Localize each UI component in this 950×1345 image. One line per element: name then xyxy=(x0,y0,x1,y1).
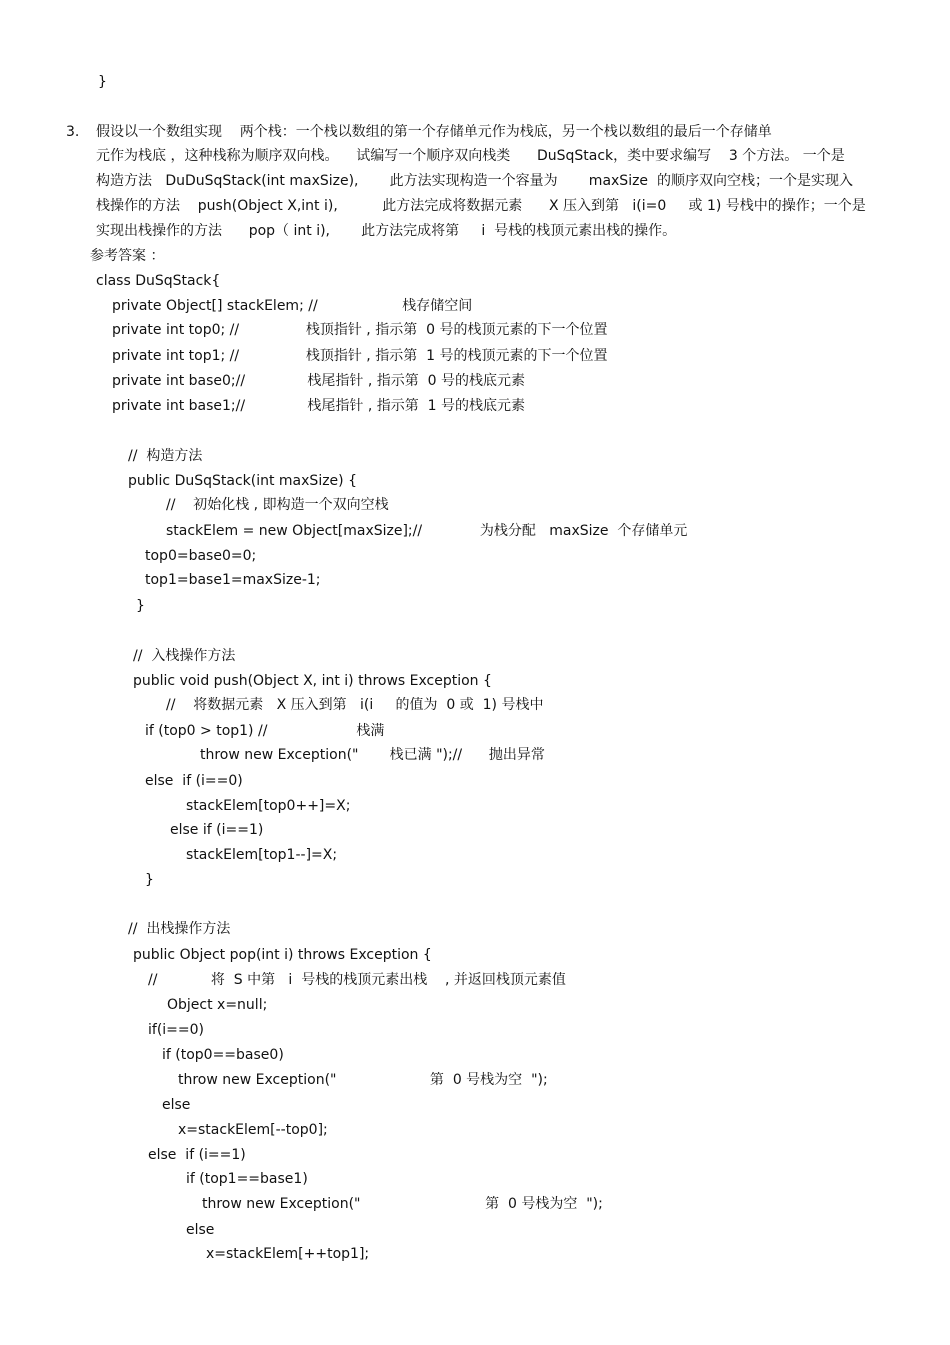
code-line: if(i==0) xyxy=(148,1022,204,1038)
code-line: private int top1; // 栈顶指针 , 指示第 1 号的栈顶元素的下一个位置 xyxy=(112,348,608,364)
code-line: top1=base1=maxSize-1; xyxy=(145,572,321,588)
code-line: throw new Exception(" 栈已满 ");// 抛出异常 xyxy=(200,747,545,763)
code-line: stackElem[top1--]=X; xyxy=(186,847,338,863)
code-comment: // 入栈操作方法 xyxy=(133,648,236,664)
question-line-4: 栈操作的方法 push(Object X,int i), 此方法完成将数据元素 X 压入到第 i(i=0 或 1) 号栈中的操作；一个是 xyxy=(96,198,866,214)
code-comment: // 构造方法 xyxy=(128,448,203,464)
code-line: if (top0==base0) xyxy=(162,1047,284,1063)
question-number: 3. xyxy=(66,124,80,140)
answer-heading: 参考答案 ： xyxy=(90,248,165,264)
code-line: x=stackElem[--top0]; xyxy=(178,1122,328,1138)
code-comment: // 出栈操作方法 xyxy=(128,921,231,937)
question-line-3: 构造方法 DuDuSqStack(int maxSize), 此方法实现构造一个容量为 maxSize 的顺序双向空栈；一个是实现入 xyxy=(96,173,853,189)
code-line: if (top0 > top1) // 栈满 xyxy=(145,723,385,739)
code-line: throw new Exception(" 第 0 号栈为空 "); xyxy=(202,1196,603,1212)
code-line: public DuSqStack(int maxSize) { xyxy=(128,473,357,489)
code-comment: // 初始化栈 , 即构造一个双向空栈 xyxy=(166,497,389,513)
code-comment: // 将 S 中第 i 号栈的栈顶元素出栈 , 并返回栈顶元素值 xyxy=(148,972,566,988)
code-line: public Object pop(int i) throws Exception { xyxy=(133,947,432,963)
code-line: Object x=null; xyxy=(167,997,268,1013)
code-line: else xyxy=(186,1222,215,1238)
code-line: stackElem = new Object[maxSize];// 为栈分配 maxSize 个存储单元 xyxy=(166,523,688,539)
code-line: top0=base0=0; xyxy=(145,548,257,564)
code-line: throw new Exception(" 第 0 号栈为空 "); xyxy=(178,1072,548,1088)
code-line: public void push(Object X, int i) throws Exception { xyxy=(133,673,492,689)
code-line: private int base0;// 栈尾指针 , 指示第 0 号的栈底元素 xyxy=(112,373,525,389)
code-line: else if (i==0) xyxy=(145,773,243,789)
code-line: else xyxy=(162,1097,191,1113)
code-line: if (top1==base1) xyxy=(186,1171,308,1187)
code-line: } xyxy=(145,872,154,888)
code-line: class DuSqStack{ xyxy=(96,273,221,289)
code-line: stackElem[top0++]=X; xyxy=(186,798,351,814)
code-line: private int top0; // 栈顶指针 , 指示第 0 号的栈顶元素的下一个位置 xyxy=(112,322,608,338)
code-line: private Object[] stackElem; // 栈存储空间 xyxy=(112,298,473,314)
code-comment: // 将数据元素 X 压入到第 i(i 的值为 0 或 1) 号栈中 xyxy=(166,697,544,713)
code-line: else if (i==1) xyxy=(148,1147,246,1163)
code-line: private int base1;// 栈尾指针 , 指示第 1 号的栈底元素 xyxy=(112,398,525,414)
code-line: else if (i==1) xyxy=(170,822,264,838)
code-line: } xyxy=(136,598,145,614)
closing-brace: } xyxy=(98,74,107,90)
question-line-1: 假设以一个数组实现 两个栈：一个栈以数组的第一个存储单元作为栈底，另一个栈以数组的最后一个存储单 xyxy=(96,124,772,140)
question-line-5: 实现出栈操作的方法 pop（ int i), 此方法完成将第 i 号栈的栈顶元素出栈的操作。 xyxy=(96,223,677,239)
code-line: x=stackElem[++top1]; xyxy=(206,1246,370,1262)
question-line-2: 元作为栈底 ，这种栈称为顺序双向栈。 试编写一个顺序双向栈类 DuSqStack，类中要求编写 3 个方法。 一个是 xyxy=(96,148,845,164)
